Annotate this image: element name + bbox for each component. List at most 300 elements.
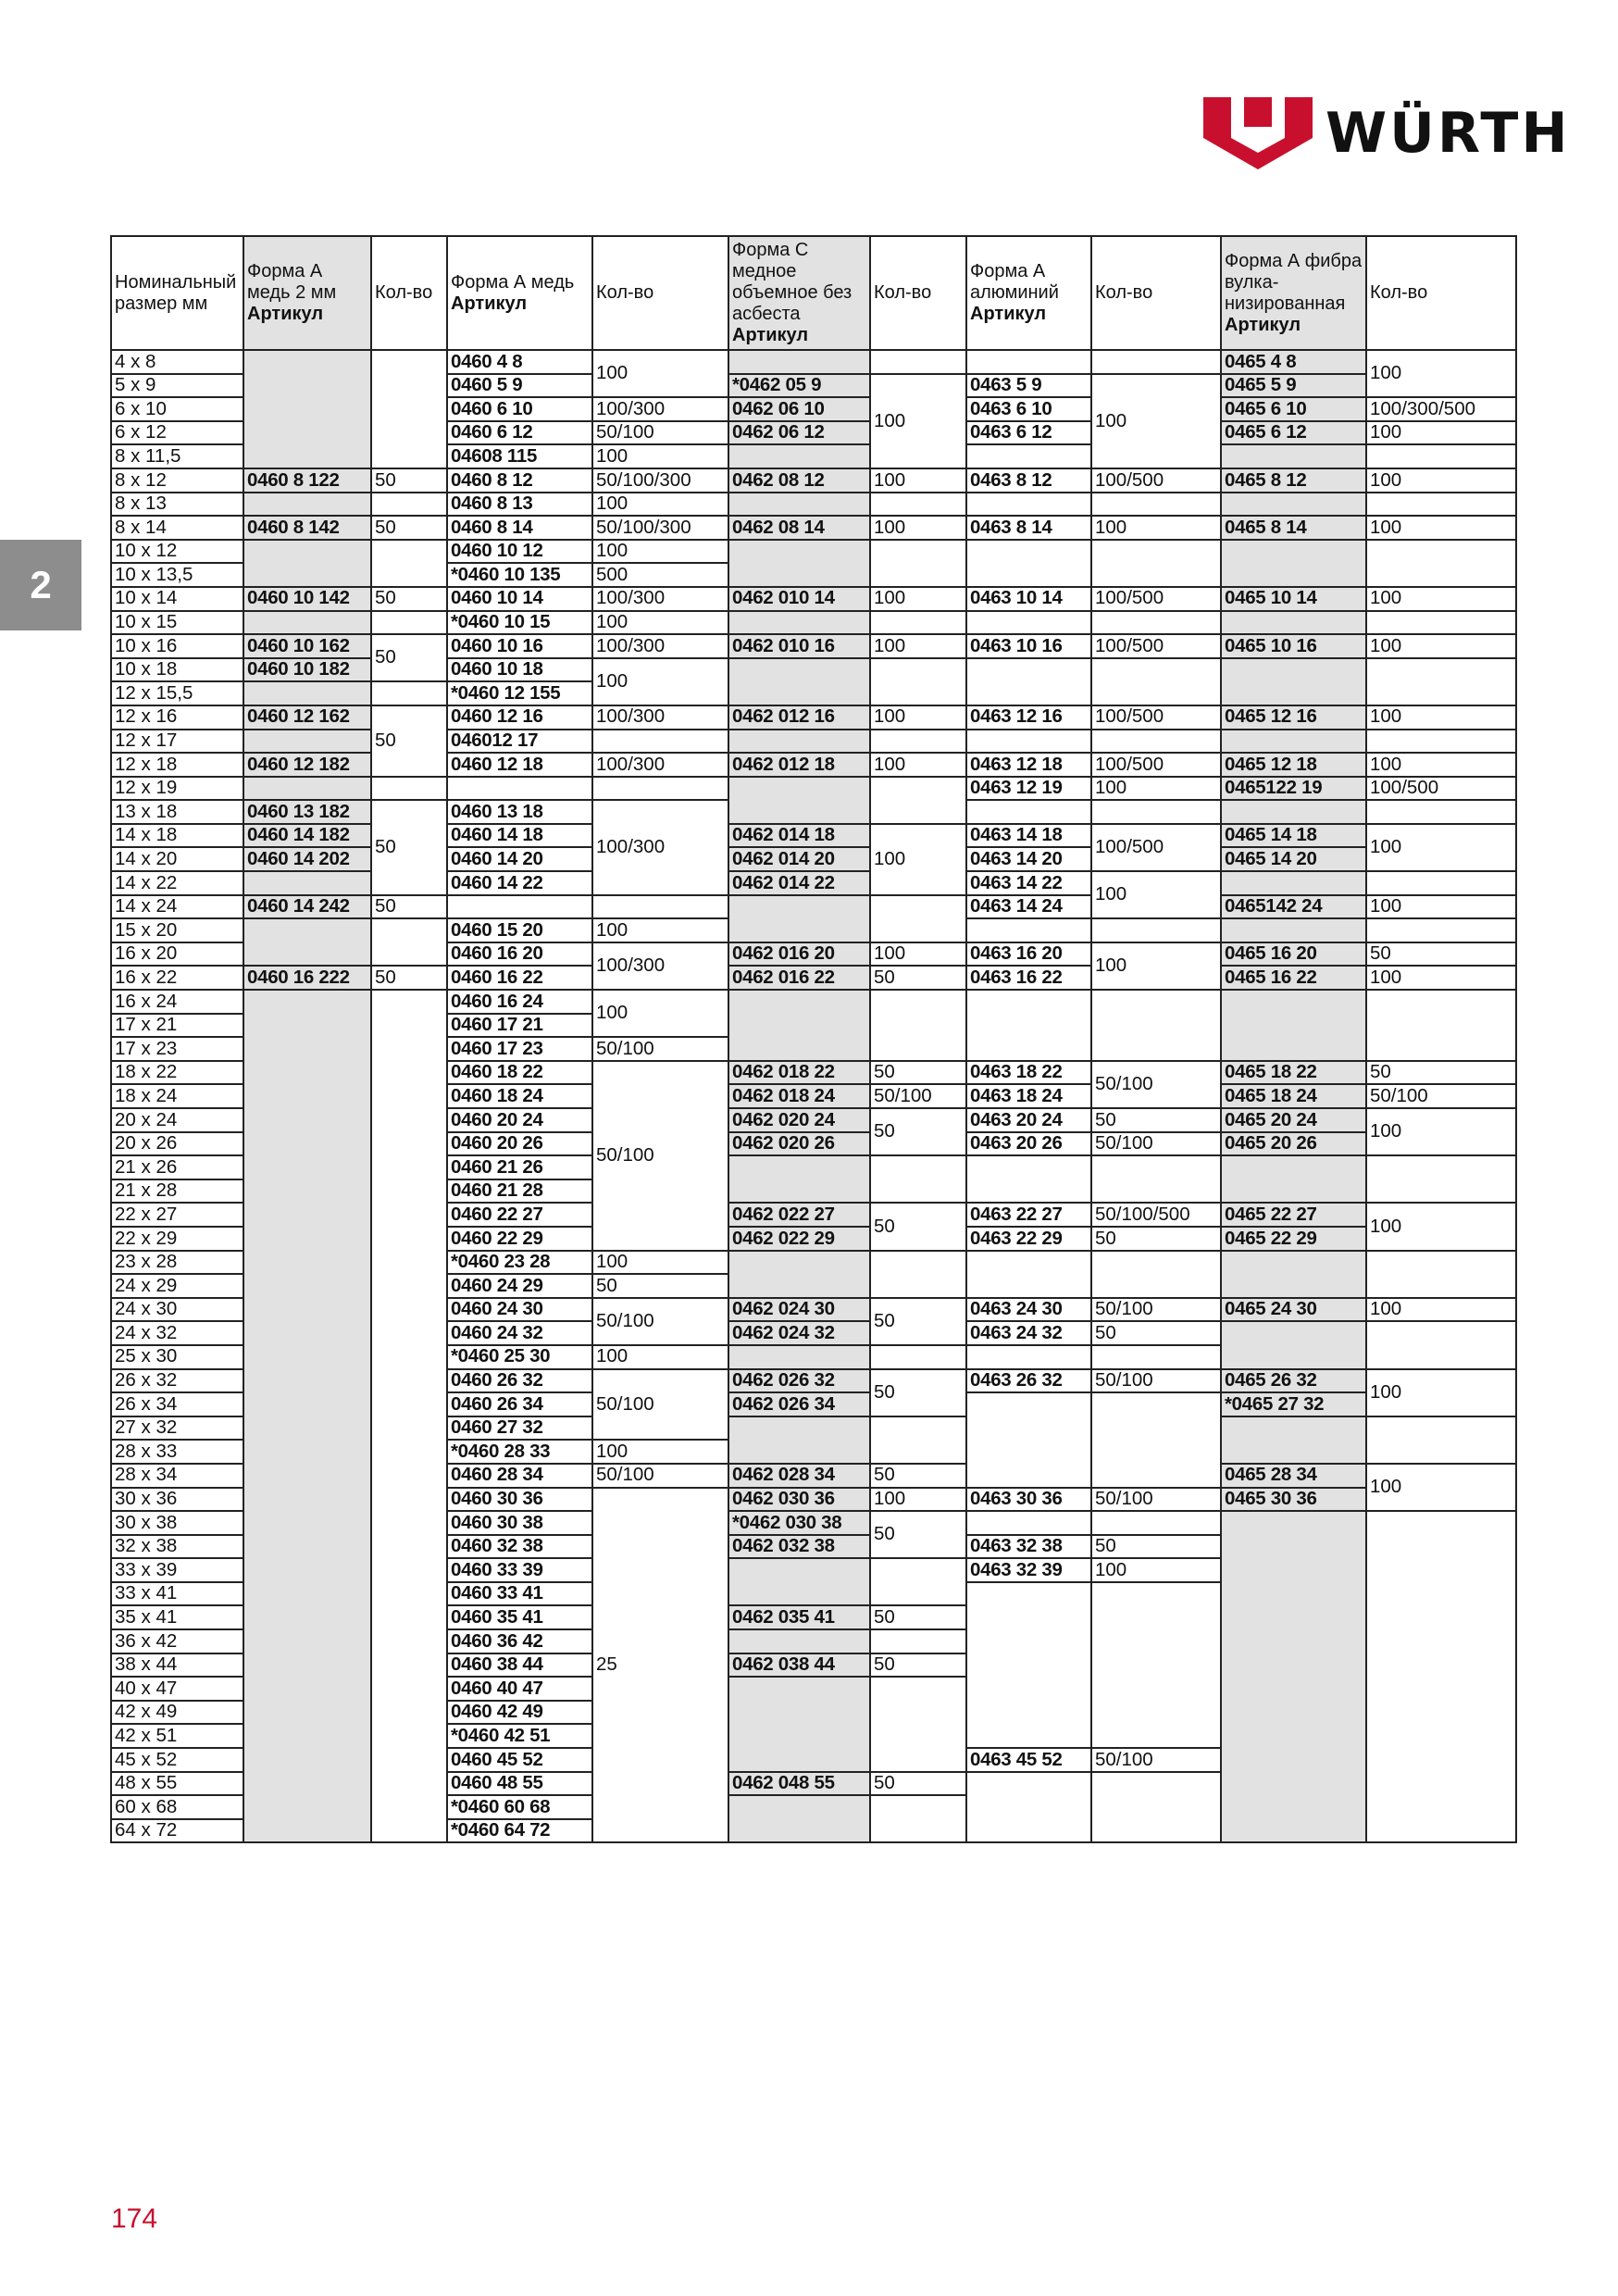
article-cell xyxy=(728,493,870,517)
size-cell: 28 x 34 xyxy=(111,1464,243,1488)
article-cell xyxy=(243,540,371,587)
size-cell: 23 x 28 xyxy=(111,1251,243,1275)
quantity-cell: 100/300 xyxy=(592,634,728,658)
table-row xyxy=(111,824,1516,848)
article-cell: 0462 035 41 xyxy=(728,1605,870,1629)
size-cell: 8 x 14 xyxy=(111,516,243,540)
size-cell: 24 x 29 xyxy=(111,1274,243,1298)
article-cell: 0465 6 12 xyxy=(1221,421,1366,445)
article-cell: 0462 020 26 xyxy=(728,1132,870,1156)
size-cell: 12 x 16 xyxy=(111,705,243,730)
article-cell: 0460 30 36 xyxy=(447,1488,592,1512)
size-cell: 45 x 52 xyxy=(111,1748,243,1772)
article-cell: 0462 026 34 xyxy=(728,1392,870,1416)
article-cell: 0465 26 32 xyxy=(1221,1369,1366,1393)
quantity-cell xyxy=(870,1795,966,1842)
quantity-cell xyxy=(1091,1582,1221,1748)
article-cell: 046012 17 xyxy=(447,730,592,754)
quantity-cell xyxy=(371,918,447,966)
article-cell xyxy=(1221,493,1366,517)
article-cell: 0460 24 32 xyxy=(447,1321,592,1345)
quantity-cell: 50 xyxy=(371,800,447,894)
table-row xyxy=(111,990,1516,1014)
article-cell: 04608 115 xyxy=(447,444,592,468)
article-cell xyxy=(966,1392,1091,1487)
article-cell xyxy=(1221,1155,1366,1203)
quantity-cell: 100 xyxy=(1366,824,1516,871)
article-cell: 0460 16 24 xyxy=(447,990,592,1014)
quantity-cell: 100 xyxy=(1091,942,1221,990)
size-cell: 18 x 24 xyxy=(111,1084,243,1108)
quantity-cell: 100 xyxy=(1091,871,1221,918)
article-cell: 0460 14 20 xyxy=(447,847,592,871)
quantity-cell xyxy=(870,350,966,374)
quantity-cell: 50 xyxy=(870,1772,966,1796)
quantity-cell xyxy=(371,493,447,517)
article-cell: 0460 6 12 xyxy=(447,421,592,445)
article-cell xyxy=(728,1155,870,1203)
column-header xyxy=(1366,236,1516,350)
column-header-label: Форма А медь xyxy=(451,271,575,293)
article-cell: 0465 14 18 xyxy=(1221,824,1366,848)
article-cell: 0460 10 162 xyxy=(243,634,371,658)
quantity-cell xyxy=(371,681,447,705)
article-cell: 0463 10 16 xyxy=(966,634,1091,658)
article-cell: 0463 12 16 xyxy=(966,705,1091,730)
size-cell: 6 x 10 xyxy=(111,397,243,421)
article-cell: 0460 40 47 xyxy=(447,1677,592,1701)
article-cell: 0460 16 22 xyxy=(447,966,592,990)
column-header-label: Кол-во xyxy=(375,282,433,303)
article-cell: 0460 18 22 xyxy=(447,1061,592,1085)
quantity-cell: 50 xyxy=(870,1605,966,1629)
quantity-cell xyxy=(1366,1251,1516,1298)
quantity-cell xyxy=(1366,990,1516,1061)
quantity-cell xyxy=(1091,730,1221,754)
size-cell: 42 x 51 xyxy=(111,1724,243,1748)
article-cell xyxy=(966,1251,1091,1298)
gasket-table xyxy=(110,235,1517,1843)
size-cell: 10 x 12 xyxy=(111,540,243,564)
article-cell: 0462 016 22 xyxy=(728,966,870,990)
article-cell xyxy=(966,1511,1091,1535)
article-cell xyxy=(1221,611,1366,635)
column-header-label: Форма А фибра вулка-низированная xyxy=(1225,250,1363,314)
article-cell: 0460 16 222 xyxy=(243,966,371,990)
table-row xyxy=(111,587,1516,611)
column-header xyxy=(966,236,1091,350)
article-cell xyxy=(966,990,1091,1061)
article-cell: 0460 32 38 xyxy=(447,1535,592,1559)
article-cell xyxy=(1221,444,1366,468)
article-cell: 0460 14 242 xyxy=(243,895,371,919)
article-cell: 0462 014 18 xyxy=(728,824,870,848)
quantity-cell xyxy=(1091,1772,1221,1843)
article-cell: 0462 024 32 xyxy=(728,1321,870,1345)
size-cell: 12 x 18 xyxy=(111,753,243,777)
column-header-label: Форма С медное объемное без асбеста xyxy=(732,240,853,324)
quantity-cell: 100 xyxy=(1366,634,1516,658)
quantity-cell: 100 xyxy=(1366,587,1516,611)
quantity-cell: 50 xyxy=(371,468,447,493)
quantity-cell: 100 xyxy=(870,942,966,967)
article-cell: 0462 024 30 xyxy=(728,1298,870,1322)
article-cell: 0463 45 52 xyxy=(966,1748,1091,1772)
quantity-cell: 100 xyxy=(1366,1203,1516,1250)
article-cell: 0460 36 42 xyxy=(447,1629,592,1653)
article-cell xyxy=(966,1155,1091,1203)
article-cell: 0463 22 29 xyxy=(966,1227,1091,1251)
article-cell xyxy=(966,444,1091,468)
column-header xyxy=(1221,236,1366,350)
column-header-label: Номинальный размер мм xyxy=(115,271,237,314)
quantity-cell xyxy=(1091,800,1221,824)
quantity-cell: 100 xyxy=(592,658,728,705)
table-row xyxy=(111,871,1516,895)
size-cell: 16 x 20 xyxy=(111,942,243,967)
size-cell: 64 x 72 xyxy=(111,1819,243,1843)
quantity-cell xyxy=(1091,658,1221,705)
article-cell: 0465142 24 xyxy=(1221,895,1366,919)
quantity-cell: 50/100 xyxy=(592,1037,728,1061)
article-cell: 0465 22 27 xyxy=(1221,1203,1366,1227)
table-row xyxy=(111,895,1516,919)
quantity-cell: 50/100 xyxy=(1091,1132,1221,1156)
quantity-cell: 50 xyxy=(371,966,447,990)
size-cell: 8 x 12 xyxy=(111,468,243,493)
article-cell: 0460 15 20 xyxy=(447,918,592,942)
article-cell: 0460 13 182 xyxy=(243,800,371,824)
article-cell: 0460 14 182 xyxy=(243,824,371,848)
quantity-cell xyxy=(870,1677,966,1771)
size-cell: 60 x 68 xyxy=(111,1795,243,1819)
table-row xyxy=(111,847,1516,871)
chapter-tab[interactable]: 2 xyxy=(0,540,81,630)
article-cell: 0462 014 20 xyxy=(728,847,870,871)
size-cell: 48 x 55 xyxy=(111,1772,243,1796)
article-cell: 0462 022 27 xyxy=(728,1203,870,1227)
article-cell: 0463 5 9 xyxy=(966,374,1091,398)
article-cell xyxy=(728,1795,870,1842)
quantity-cell: 100 xyxy=(1366,516,1516,540)
article-cell: 0465 20 24 xyxy=(1221,1108,1366,1132)
article-cell: 0460 24 29 xyxy=(447,1274,592,1298)
quantity-cell: 100 xyxy=(1091,777,1221,801)
quantity-cell: 50 xyxy=(870,966,966,990)
quantity-cell: 25 xyxy=(592,1488,728,1843)
article-cell: 0460 35 41 xyxy=(447,1605,592,1629)
article-cell xyxy=(966,730,1091,754)
size-cell: 30 x 36 xyxy=(111,1488,243,1512)
quantity-cell: 100/300 xyxy=(592,753,728,777)
article-cell: 0460 12 162 xyxy=(243,705,371,730)
article-cell: *0460 25 30 xyxy=(447,1345,592,1369)
article-cell xyxy=(1221,871,1366,895)
article-cell xyxy=(243,681,371,705)
quantity-cell: 100 xyxy=(1366,1464,1516,1511)
quantity-cell: 100 xyxy=(1366,1298,1516,1322)
article-cell xyxy=(966,918,1091,942)
article-cell: 0462 048 55 xyxy=(728,1772,870,1796)
table-row xyxy=(111,468,1516,493)
article-cell: 0460 30 38 xyxy=(447,1511,592,1535)
size-cell: 15 x 20 xyxy=(111,918,243,942)
quantity-cell xyxy=(1366,658,1516,705)
article-cell: 0463 14 24 xyxy=(966,895,1091,919)
article-cell xyxy=(1221,1251,1366,1298)
table-row xyxy=(111,966,1516,990)
article-cell: 0460 5 9 xyxy=(447,374,592,398)
article-cell: 0465 24 30 xyxy=(1221,1298,1366,1322)
article-cell: 0465 8 12 xyxy=(1221,468,1366,493)
article-cell: 0463 32 38 xyxy=(966,1535,1091,1559)
quantity-cell: 100 xyxy=(592,990,728,1037)
quantity-cell: 50 xyxy=(371,705,447,777)
article-cell: 0460 20 26 xyxy=(447,1132,592,1156)
article-cell: *0460 10 135 xyxy=(447,563,592,587)
article-cell: *0462 030 38 xyxy=(728,1511,870,1535)
size-cell: 36 x 42 xyxy=(111,1629,243,1653)
quantity-cell: 100 xyxy=(1091,516,1221,540)
article-cell: 0463 6 12 xyxy=(966,421,1091,445)
size-cell: 26 x 32 xyxy=(111,1369,243,1393)
quantity-cell: 50/100 xyxy=(592,1298,728,1345)
article-cell: 0465 6 10 xyxy=(1221,397,1366,421)
quantity-cell xyxy=(1091,1392,1221,1487)
quantity-cell xyxy=(1366,800,1516,824)
quantity-cell: 100 xyxy=(1091,374,1221,468)
article-cell: 0463 24 32 xyxy=(966,1321,1091,1345)
article-cell: 0462 018 22 xyxy=(728,1061,870,1085)
article-cell: 0463 8 12 xyxy=(966,468,1091,493)
quantity-cell xyxy=(870,1558,966,1605)
article-cell: 0460 21 26 xyxy=(447,1155,592,1179)
quantity-cell xyxy=(371,611,447,635)
quantity-cell xyxy=(870,493,966,517)
page-number: 174 xyxy=(111,2203,158,2234)
article-cell: *0460 23 28 xyxy=(447,1251,592,1275)
table-row xyxy=(111,350,1516,374)
article-cell xyxy=(1221,1511,1366,1842)
article-cell: 0465 30 36 xyxy=(1221,1488,1366,1512)
quantity-cell: 100/500 xyxy=(1091,753,1221,777)
article-cell: 0465 16 22 xyxy=(1221,966,1366,990)
quantity-cell: 100 xyxy=(592,1440,728,1464)
size-cell: 12 x 15,5 xyxy=(111,681,243,705)
quantity-cell: 50/100 xyxy=(1091,1369,1221,1393)
size-cell: 18 x 22 xyxy=(111,1061,243,1085)
article-cell: 0460 48 55 xyxy=(447,1772,592,1796)
article-cell: 0465 28 34 xyxy=(1221,1464,1366,1488)
article-cell xyxy=(1221,800,1366,824)
quantity-cell: 500 xyxy=(592,563,728,587)
article-cell: 0460 8 12 xyxy=(447,468,592,493)
table-row xyxy=(111,705,1516,730)
quantity-cell: 100/300 xyxy=(592,397,728,421)
article-cell xyxy=(1221,730,1366,754)
size-cell: 21 x 26 xyxy=(111,1155,243,1179)
quantity-cell: 100 xyxy=(1366,753,1516,777)
quantity-cell: 100 xyxy=(870,374,966,468)
column-header xyxy=(371,236,447,350)
size-cell: 40 x 47 xyxy=(111,1677,243,1701)
article-cell: 0465 22 29 xyxy=(1221,1227,1366,1251)
article-cell: *0460 28 33 xyxy=(447,1440,592,1464)
quantity-cell xyxy=(1091,350,1221,374)
quantity-cell xyxy=(592,730,728,754)
article-cell: 0463 26 32 xyxy=(966,1369,1091,1393)
size-cell: 10 x 14 xyxy=(111,587,243,611)
wurth-logo-mark xyxy=(1203,97,1313,169)
article-cell: 0462 012 18 xyxy=(728,753,870,777)
article-cell: 0462 032 38 xyxy=(728,1535,870,1559)
column-header-label: Форма А медь 2 мм xyxy=(247,261,337,303)
quantity-cell xyxy=(1091,540,1221,587)
quantity-cell xyxy=(1366,1155,1516,1203)
article-cell: 0463 20 24 xyxy=(966,1108,1091,1132)
article-cell: 0465 16 20 xyxy=(1221,942,1366,967)
quantity-cell: 100/300 xyxy=(592,800,728,894)
size-cell: 22 x 27 xyxy=(111,1203,243,1227)
column-header xyxy=(592,236,728,350)
quantity-cell: 100 xyxy=(1366,705,1516,730)
article-cell xyxy=(243,350,371,468)
size-cell: 14 x 18 xyxy=(111,824,243,848)
quantity-cell xyxy=(1366,918,1516,942)
article-cell: 0460 10 14 xyxy=(447,587,592,611)
quantity-cell: 50 xyxy=(1091,1227,1221,1251)
column-header-label: Кол-во xyxy=(596,282,654,303)
quantity-cell xyxy=(870,540,966,587)
quantity-cell: 50 xyxy=(371,895,447,919)
column-header-article-label: Артикул xyxy=(247,304,324,324)
article-cell: 0463 14 18 xyxy=(966,824,1091,848)
article-cell: *0460 10 15 xyxy=(447,611,592,635)
size-cell: 16 x 24 xyxy=(111,990,243,1014)
article-cell: 0460 21 28 xyxy=(447,1179,592,1204)
size-cell: 6 x 12 xyxy=(111,421,243,445)
article-cell: 0460 14 22 xyxy=(447,871,592,895)
article-cell xyxy=(966,350,1091,374)
table-row xyxy=(111,730,1516,754)
article-cell xyxy=(966,800,1091,824)
size-cell: 17 x 21 xyxy=(111,1014,243,1038)
quantity-cell: 100/500 xyxy=(1091,587,1221,611)
quantity-cell: 100 xyxy=(1366,1369,1516,1416)
table-row xyxy=(111,540,1516,564)
size-cell: 42 x 49 xyxy=(111,1701,243,1725)
article-cell xyxy=(728,444,870,468)
article-cell xyxy=(1221,658,1366,705)
article-cell: 0460 13 18 xyxy=(447,800,592,824)
article-cell xyxy=(1221,1416,1366,1464)
size-cell: 8 x 11,5 xyxy=(111,444,243,468)
table-row xyxy=(111,634,1516,658)
article-cell: 0460 45 52 xyxy=(447,1748,592,1772)
article-cell: 0463 12 18 xyxy=(966,753,1091,777)
article-cell: 0463 8 14 xyxy=(966,516,1091,540)
column-header-article-label: Артикул xyxy=(1225,314,1301,335)
article-cell xyxy=(728,990,870,1061)
quantity-cell: 100/500 xyxy=(1091,824,1221,871)
size-cell: 33 x 39 xyxy=(111,1558,243,1582)
quantity-cell: 100 xyxy=(870,824,966,895)
table-row xyxy=(111,658,1516,682)
wurth-logo xyxy=(1203,96,1571,170)
quantity-cell: 100 xyxy=(870,468,966,493)
article-cell: 0463 14 22 xyxy=(966,871,1091,895)
quantity-cell: 100 xyxy=(592,493,728,517)
article-cell: 0460 27 32 xyxy=(447,1416,592,1441)
article-cell: 0463 14 20 xyxy=(966,847,1091,871)
article-cell: 0460 26 32 xyxy=(447,1369,592,1393)
article-cell: 0463 6 10 xyxy=(966,397,1091,421)
quantity-cell: 100 xyxy=(1091,1558,1221,1582)
size-cell: 25 x 30 xyxy=(111,1345,243,1369)
article-cell: 0463 30 36 xyxy=(966,1488,1091,1512)
article-cell xyxy=(966,540,1091,587)
size-cell: 33 x 41 xyxy=(111,1582,243,1606)
article-cell: *0460 64 72 xyxy=(447,1819,592,1843)
article-cell xyxy=(243,777,371,801)
article-cell xyxy=(966,1772,1091,1843)
article-cell: 0460 10 16 xyxy=(447,634,592,658)
size-cell: 20 x 26 xyxy=(111,1132,243,1156)
quantity-cell: 100/500 xyxy=(1091,634,1221,658)
size-cell: 12 x 17 xyxy=(111,730,243,754)
quantity-cell: 50/100 xyxy=(1091,1488,1221,1512)
article-cell: 0460 38 44 xyxy=(447,1653,592,1678)
quantity-cell: 100 xyxy=(870,705,966,730)
table-row xyxy=(111,611,1516,635)
quantity-cell xyxy=(870,777,966,824)
quantity-cell xyxy=(870,1345,966,1369)
column-header-label: Кол-во xyxy=(1370,282,1428,303)
size-cell: 27 x 32 xyxy=(111,1416,243,1441)
size-cell: 32 x 38 xyxy=(111,1535,243,1559)
article-cell xyxy=(728,895,870,942)
quantity-cell: 100 xyxy=(592,444,728,468)
size-cell: 4 x 8 xyxy=(111,350,243,374)
quantity-cell xyxy=(371,990,447,1842)
quantity-cell: 100 xyxy=(592,350,728,397)
quantity-cell: 100 xyxy=(592,1251,728,1275)
quantity-cell: 50/100 xyxy=(1366,1084,1516,1108)
article-cell: 0463 16 20 xyxy=(966,942,1091,967)
article-cell xyxy=(728,1251,870,1298)
quantity-cell xyxy=(1366,1416,1516,1464)
quantity-cell: 100/500 xyxy=(1366,777,1516,801)
size-cell: 22 x 29 xyxy=(111,1227,243,1251)
article-cell: 0462 028 34 xyxy=(728,1464,870,1488)
article-cell xyxy=(447,777,592,801)
quantity-cell xyxy=(1091,1345,1221,1369)
article-cell: 0463 16 22 xyxy=(966,966,1091,990)
article-cell: 0460 4 8 xyxy=(447,350,592,374)
quantity-cell xyxy=(1091,1511,1221,1535)
article-cell: 0462 06 10 xyxy=(728,397,870,421)
quantity-cell xyxy=(870,658,966,705)
article-cell xyxy=(1221,918,1366,942)
quantity-cell xyxy=(870,1251,966,1298)
article-cell xyxy=(243,918,371,966)
quantity-cell xyxy=(1091,493,1221,517)
quantity-cell xyxy=(870,1629,966,1653)
article-cell xyxy=(728,350,870,374)
article-cell xyxy=(728,1558,870,1605)
article-cell: 0460 22 27 xyxy=(447,1203,592,1227)
quantity-cell: 50 xyxy=(1366,942,1516,967)
